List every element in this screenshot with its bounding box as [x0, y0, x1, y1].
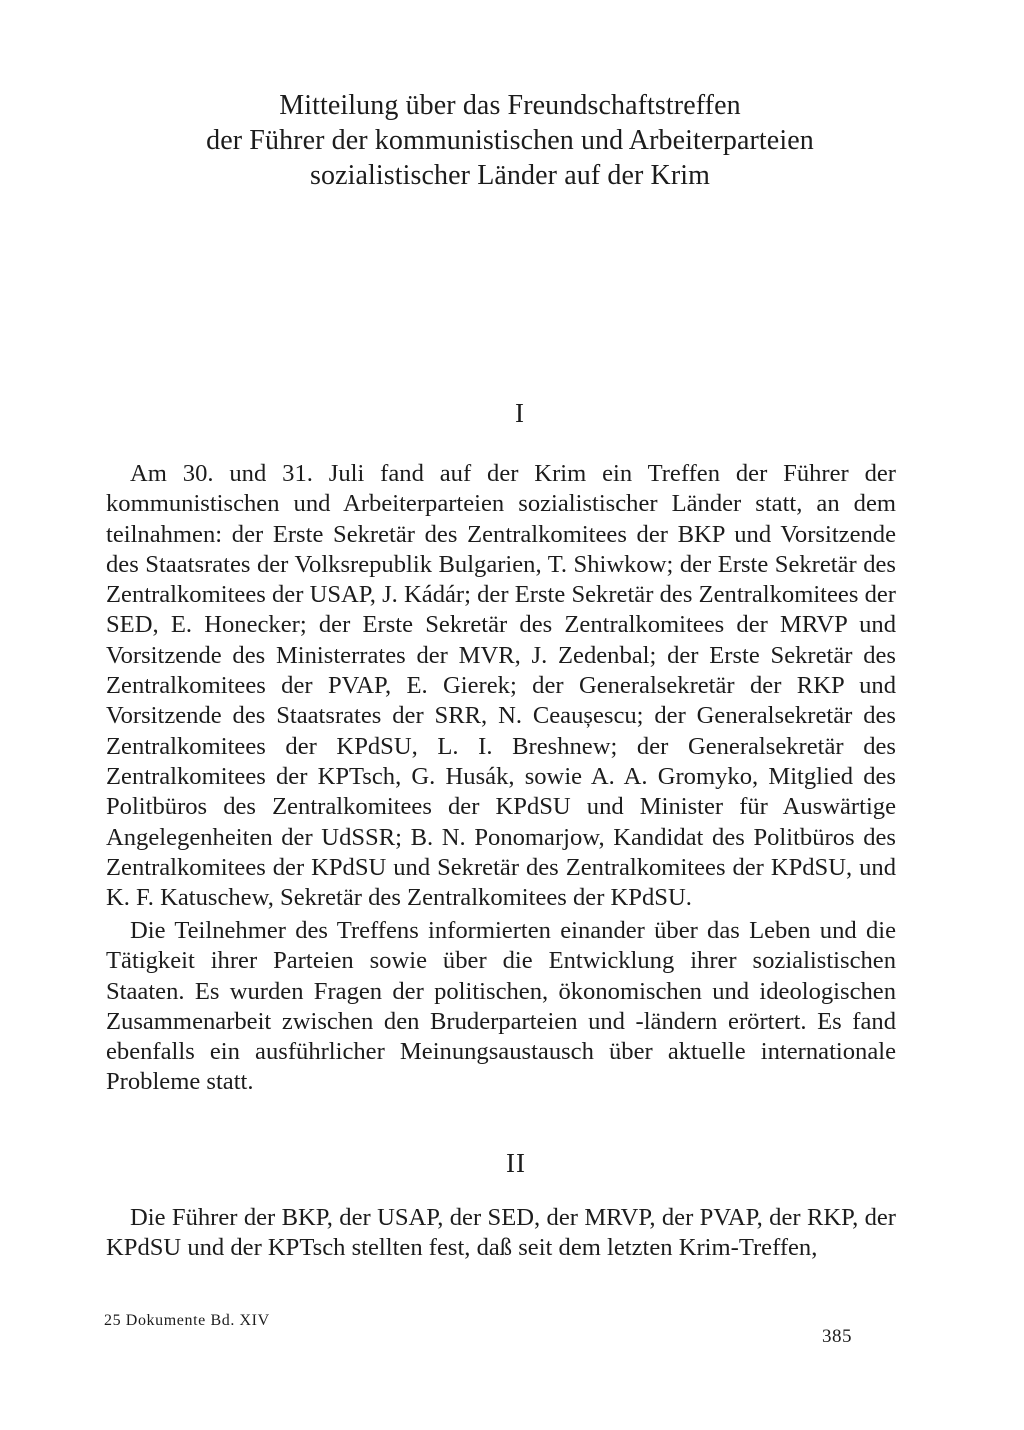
- paragraph-2: Die Teilnehmer des Treffens informierten einander über das Leben und die Tätigkeit ihrer Parteien sowie über die Entwicklung ihrer sozialistischen Staaten. Es wurden Fragen der politischen, ökonomischen und ideologischen Zusammenarbeit zwischen den Bruderparteien und -ländern erörtert. Es fand ebenfalls ein ausführlicher Meinungsaustausch über aktuelle internationale Probleme statt.: [106, 917, 896, 1096]
- title-line-2: der Führer der kommunistischen und Arbeiterparteien: [206, 125, 814, 156]
- section-heading-1: I: [515, 398, 525, 428]
- paragraph-3: Die Führer der BKP, der USAP, der SED, der MRVP, der PVAP, der RKP, der KPdSU und der KPTsch stellten fest, daß seit dem letzten Krim-Treffen,: [106, 1204, 896, 1262]
- section-heading-2: II: [506, 1148, 526, 1178]
- page-number: 385: [822, 1326, 852, 1347]
- paragraph-1: Am 30. und 31. Juli fand auf der Krim ein Treffen der Führer der kommunistischen und Arbeiterparteien sozialistischer Länder statt, an dem teilnahmen: der Erste Sekretär des Zentralkomitees der BKP und Vorsitzende des Staatsrates der Volksrepublik Bulgarien, T. Shiwkow; der Erste Sekretär des Zentralkomitees der USAP, J. Kádár; der Erste Sekretär des Zentralkomitees der SED, E. Honecker; der Erste Sekretär des Zentralkomitees der MRVP und Vorsitzende des Ministerrates der MVR, J. Zedenbal; der Erste Sekretär des Zentralkomitees der PVAP, E. Gierek; der Generalsekretär der RKP und Vorsitzende des Staatsrates der SRR, N. Ceaușescu; der Generalsekretär des Zentralkomitees der KPdSU, L. I. Breshnew; der Generalsekretär des Zentralkomitees der KPTsch, G. Husák, sowie A. A. Gromyko, Mitglied des Politbüros des Zentralkomitees der KPdSU und Minister für Auswärtige Angelegenheiten der UdSSR; B. N. Ponomarjow, Kandidat des Politbüros des Zentralkomitees der KPdSU und Sekretär des Zentralkomitees der KPdSU, und K. F. Katuschew, Sekretär des Zentralkomitees der KPdSU.: [106, 460, 896, 912]
- title-line-3: sozialistischer Länder auf der Krim: [309, 160, 710, 191]
- footer-signature: 25 Dokumente Bd. XIV: [104, 1312, 270, 1329]
- document-title: [110, 88, 910, 193]
- title-line-1: Mitteilung über das Freundschaftstreffen: [279, 90, 741, 121]
